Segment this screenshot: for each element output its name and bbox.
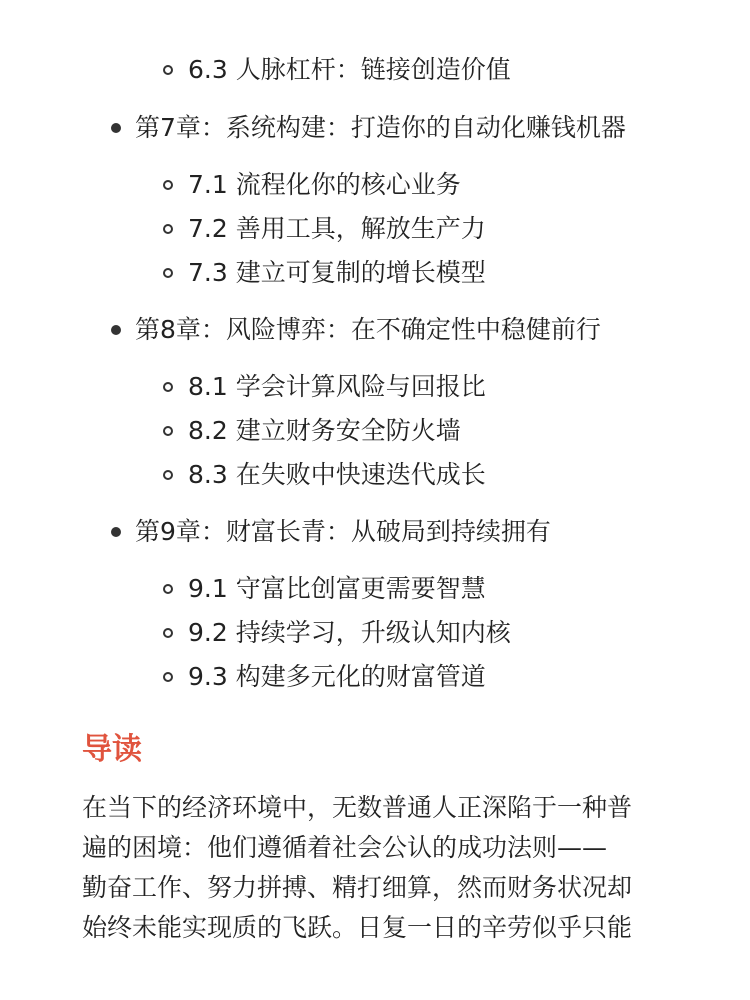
toc-section-8-1: [188, 370, 486, 404]
intro-line: 始终未能实现质的飞跃。日复一日的辛劳似乎只能: [82, 913, 633, 942]
toc-item-text: 8.2 建立财务安全防火墙: [188, 416, 461, 445]
hollow-bullet-icon: [163, 180, 173, 190]
toc-section-8-3: [188, 458, 486, 492]
toc-item-text: 6.3 人脉杠杆：链接创造价值: [188, 55, 511, 84]
hollow-bullet-icon: [163, 268, 173, 278]
toc-item-text: 7.1 流程化你的核心业务: [188, 170, 461, 199]
hollow-bullet-icon: [163, 628, 173, 638]
toc-item-text: 9.1 守富比创富更需要智慧: [188, 574, 486, 603]
toc-chapter-8: [135, 313, 601, 347]
intro-heading: 导读: [82, 732, 142, 767]
toc-item-text: 9.3 构建多元化的财富管道: [188, 662, 486, 691]
solid-bullet-icon: [111, 123, 121, 133]
toc-section-7-1: [188, 168, 461, 202]
hollow-bullet-icon: [163, 65, 173, 75]
toc-item-text: 第9章：财富长青：从破局到持续拥有: [135, 517, 551, 546]
solid-bullet-icon: [111, 527, 121, 537]
toc-chapter-9: [135, 515, 551, 549]
toc-item-text: 8.3 在失败中快速迭代成长: [188, 460, 486, 489]
toc-section-9-2: [188, 616, 511, 650]
intro-line: 在当下的经济环境中，无数普通人正深陷于一种普: [82, 793, 633, 822]
toc-item-text: 8.1 学会计算风险与回报比: [188, 372, 486, 401]
intro-line: 遍的困境：他们遵循着社会公认的成功法则——: [82, 833, 608, 862]
toc-chapter-7: [135, 111, 626, 145]
solid-bullet-icon: [111, 325, 121, 335]
hollow-bullet-icon: [163, 470, 173, 480]
toc-item-text: 9.2 持续学习，升级认知内核: [188, 618, 511, 647]
hollow-bullet-icon: [163, 426, 173, 436]
toc-section-9-3: [188, 660, 486, 694]
hollow-bullet-icon: [163, 584, 173, 594]
toc-section-7-3: [188, 256, 486, 290]
hollow-bullet-icon: [163, 224, 173, 234]
toc-section-9-1: [188, 572, 486, 606]
intro-line: 勤奋工作、努力拼搏、精打细算，然而财务状况却: [82, 873, 633, 902]
toc-item-text: 第8章：风险博弈：在不确定性中稳健前行: [135, 315, 601, 344]
toc-section-6-3: [188, 53, 511, 87]
intro-paragraph: [82, 788, 682, 948]
toc-item-text: 7.2 善用工具，解放生产力: [188, 214, 486, 243]
toc-item-text: 7.3 建立可复制的增长模型: [188, 258, 486, 287]
toc-section-8-2: [188, 414, 461, 448]
hollow-bullet-icon: [163, 672, 173, 682]
hollow-bullet-icon: [163, 382, 173, 392]
toc-item-text: 第7章：系统构建：打造你的自动化赚钱机器: [135, 113, 626, 142]
toc-section-7-2: [188, 212, 486, 246]
